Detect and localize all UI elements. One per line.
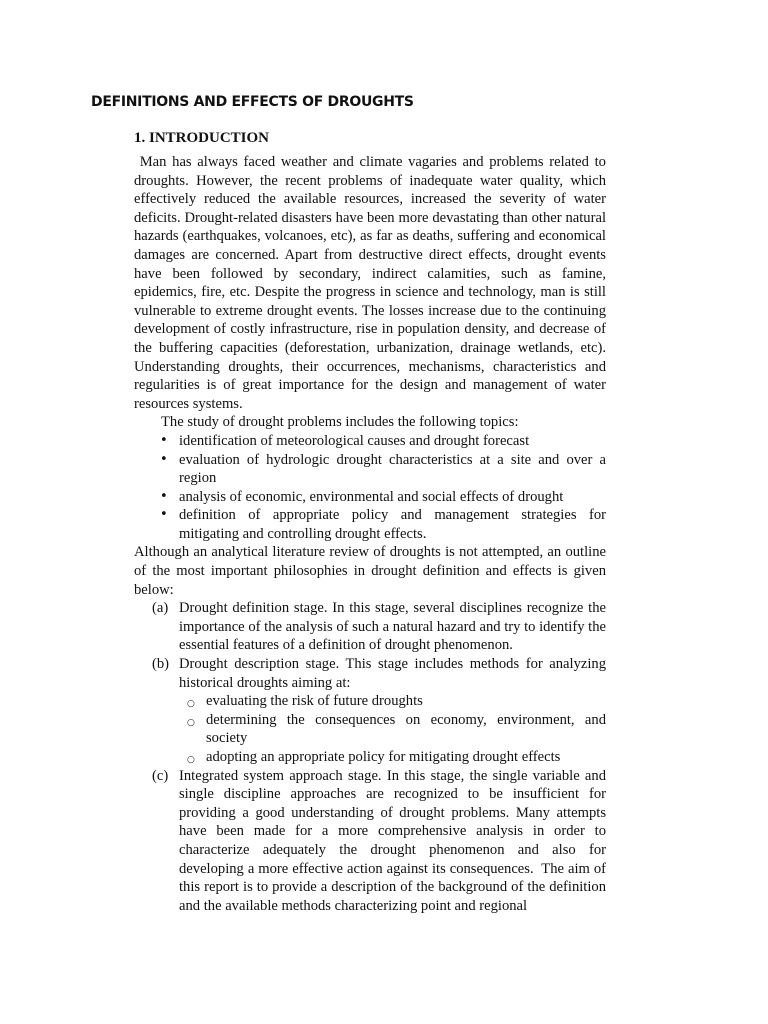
stage-text: Drought definition stage. In this stage, several disciplines recognize the importance of the analysis of such a natural hazard and try to identify the essential features of a definition of drought phenomenon.: [179, 600, 606, 654]
stages-list: [134, 599, 610, 915]
circle-bullet-icon: ○: [187, 699, 195, 710]
topics-intro: The study of drought problems includes the following topics:: [161, 414, 519, 431]
circle-bullet-icon: ○: [187, 755, 195, 765]
stage-b-subitems: [179, 692, 606, 766]
stage-item-a: [134, 599, 606, 655]
list-item: [134, 488, 606, 507]
list-item: [179, 748, 606, 767]
document-body: [134, 153, 610, 915]
list-item-text: identification of meteorological causes and drought forecast: [179, 432, 530, 449]
intro-paragraph: Man has always faced weather and climate vagaries and problems related to droughts. However, the recent problems of inadequate water quality, which effectively reduced the available resources, increased the severity of water deficits. Drought-related disasters have been more devastating than other natural hazards (earthquakes, volcanoes, etc), as far as deaths, suffering and economical damages are concerned. Apart from destructive direct effects, drought events have been followed by secondary, indirect calamities, such as famine, epidemics, fire, etc. Despite the progress in science and technology, man is still vulnerable to extreme drought events. The losses increase due to the continuing development of costly infrastructure, rise in population density, and decrease of the buffering capacities (deforestation, urbanization, drainage wetlands, etc). Understanding droughts, their occurrences, mechanisms, characteristics and regularities is of great importance for the design and management of water resources systems.: [134, 154, 610, 412]
list-item-text: evaluation of hydrologic drought characteristics at a site and over a region: [179, 451, 606, 487]
document-title: DEFINITIONS AND EFFECTS OF DROUGHTS: [91, 94, 414, 110]
list-item: [134, 451, 606, 488]
list-item: [179, 692, 606, 711]
bullet-icon: •: [160, 507, 168, 523]
section-heading: 1. INTRODUCTION: [134, 130, 270, 146]
bullet-icon: •: [160, 488, 168, 504]
list-item: [134, 432, 606, 451]
list-item-text: evaluating the risk of future droughts: [206, 693, 423, 710]
stage-marker: (b): [152, 656, 170, 673]
stage-text: Drought description stage. This stage includes methods for analyzing historical droughts aiming at:: [179, 656, 606, 691]
list-item-text: determining the consequences on economy, environment, and society: [206, 711, 606, 747]
stage-item-b: [134, 655, 606, 767]
stage-marker: (c): [152, 767, 169, 784]
list-item-text: adopting an appropriate policy for mitigating drought effects: [206, 749, 561, 765]
review-paragraph: Although an analytical literature review of droughts is not attempted, an outline of the most important philosophies in drought definition and effects is given below:: [134, 544, 606, 598]
stage-item-c: [134, 767, 610, 916]
bullet-icon: •: [160, 432, 168, 448]
circle-bullet-icon: ○: [187, 717, 195, 728]
topics-list: [134, 432, 606, 544]
bullet-icon: •: [160, 451, 168, 467]
list-item-text: definition of appropriate policy and management strategies for mitigating and controlling drought effects.: [179, 507, 606, 542]
stage-text: Integrated system approach stage. In this stage, the single variable and single discipline approaches are recognized to be insufficient for providing a good understanding of drought problems. Many attempts have been made for a more comprehensive analysis in order to characterize adequately the drought phenomenon and also for developing a more effective action against its consequences. The aim of this report is to provide a description of the background of the definition and the available methods characterizing point and regional: [179, 767, 610, 914]
list-item: [134, 506, 606, 543]
stage-marker: (a): [152, 600, 169, 617]
list-item-text: analysis of economic, environmental and social effects of drought: [179, 488, 564, 505]
list-item: [179, 711, 606, 748]
